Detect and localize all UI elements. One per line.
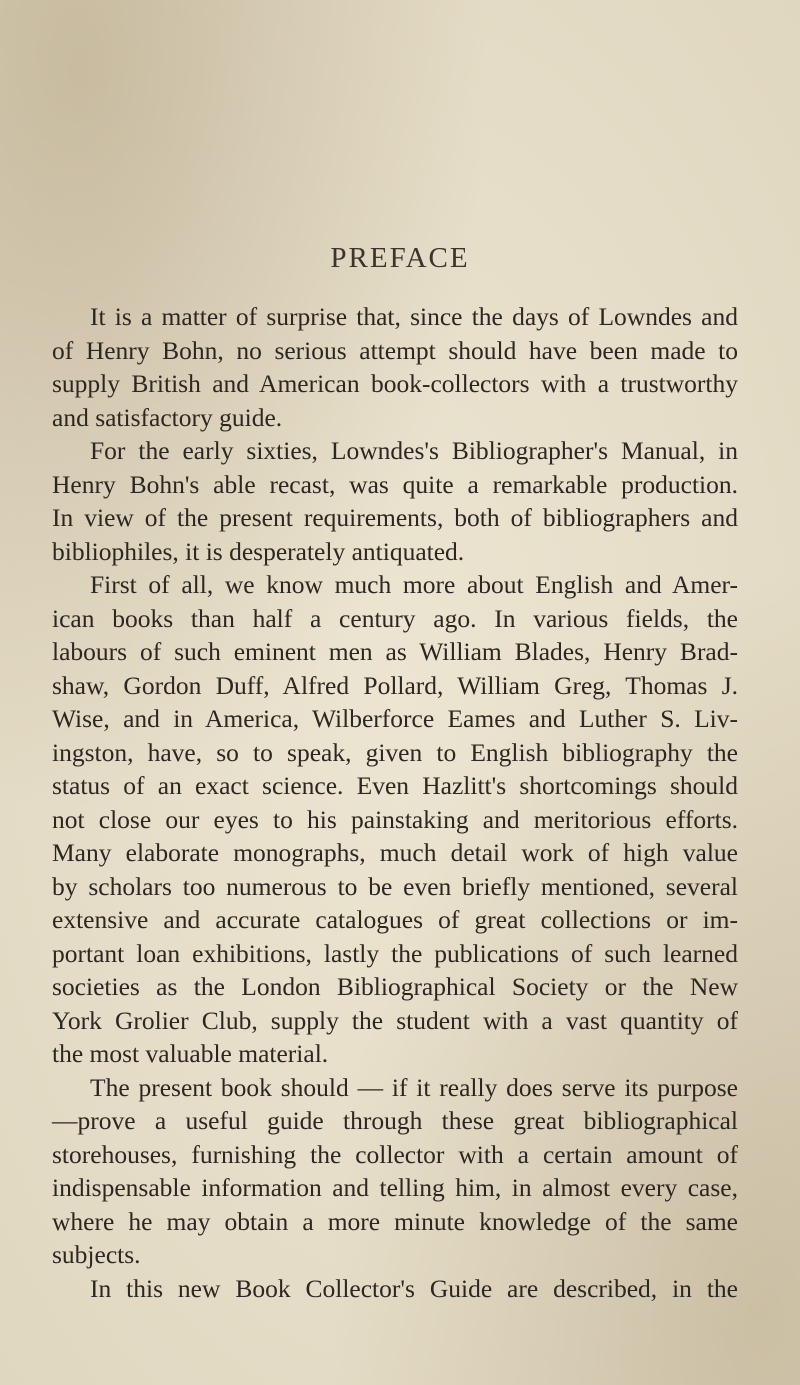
text-line: portant loan exhibitions, lastly the publications of such learned bbox=[52, 938, 738, 968]
text-line: where he may obtain a more minute knowledge of the same bbox=[52, 1206, 738, 1236]
text-line: extensive and accurate catalogues of great collections or im- bbox=[52, 905, 738, 934]
text-line: subjects. bbox=[52, 1240, 141, 1269]
text-line: —prove a useful guide through these great bibliographical bbox=[52, 1106, 738, 1135]
text-line: of Henry Bohn, no serious attempt should have been made to bbox=[52, 335, 738, 365]
body-text bbox=[52, 300, 738, 1305]
text-line: societies as the London Bibliographical Society or the New bbox=[52, 972, 738, 1001]
text-line: indispensable information and telling him, in almost every case, bbox=[52, 1173, 738, 1202]
text-line: First of all, we know much more about English and Amer- bbox=[90, 570, 738, 599]
page-title: PREFACE bbox=[330, 242, 470, 274]
text-line: labours of such eminent men as William Blades, Henry Brad- bbox=[52, 637, 738, 666]
text-line: The present book should — if it really does serve its purpose bbox=[90, 1072, 738, 1102]
text-line: York Grolier Club, supply the student with a vast quantity of bbox=[52, 1005, 738, 1035]
text-line: ingston, have, so to speak, given to English bibliography the bbox=[52, 737, 738, 767]
text-line: Henry Bohn's able recast, was quite a remarkable production. bbox=[52, 469, 738, 499]
text-line: the most valuable material. bbox=[52, 1039, 329, 1068]
text-line: For the early sixties, Lowndes's Bibliographer's Manual, in bbox=[90, 436, 738, 465]
text-line: Many elaborate monographs, much detail work of high value bbox=[52, 838, 738, 867]
text-line: ican books than half a century ago. In various fields, the bbox=[52, 603, 738, 633]
text-line: It is a matter of surprise that, since the days of Lowndes and bbox=[90, 302, 738, 331]
text-line: by scholars too numerous to be even briefly mentioned, several bbox=[52, 871, 738, 901]
text-line: not close our eyes to his painstaking and meritorious efforts. bbox=[52, 804, 738, 834]
text-line: bibliophiles, it is desperately antiquated. bbox=[52, 536, 465, 566]
text-line: shaw, Gordon Duff, Alfred Pollard, William Greg, Thomas J. bbox=[52, 670, 738, 700]
text-line: and satisfactory guide. bbox=[52, 402, 283, 432]
text-line: In view of the present requirements, both of bibliographers and bbox=[52, 503, 738, 532]
text-line: In this new Book Collector's Guide are described, in the bbox=[90, 1273, 738, 1303]
text-line: Wise, and in America, Wilberforce Eames and Luther S. Liv- bbox=[52, 704, 738, 733]
text-line: supply British and American book-collectors with a trustworthy bbox=[52, 369, 738, 398]
text-line: status of an exact science. Even Hazlitt's shortcomings should bbox=[52, 771, 738, 800]
text-line: storehouses, furnishing the collector with a certain amount of bbox=[52, 1139, 738, 1169]
